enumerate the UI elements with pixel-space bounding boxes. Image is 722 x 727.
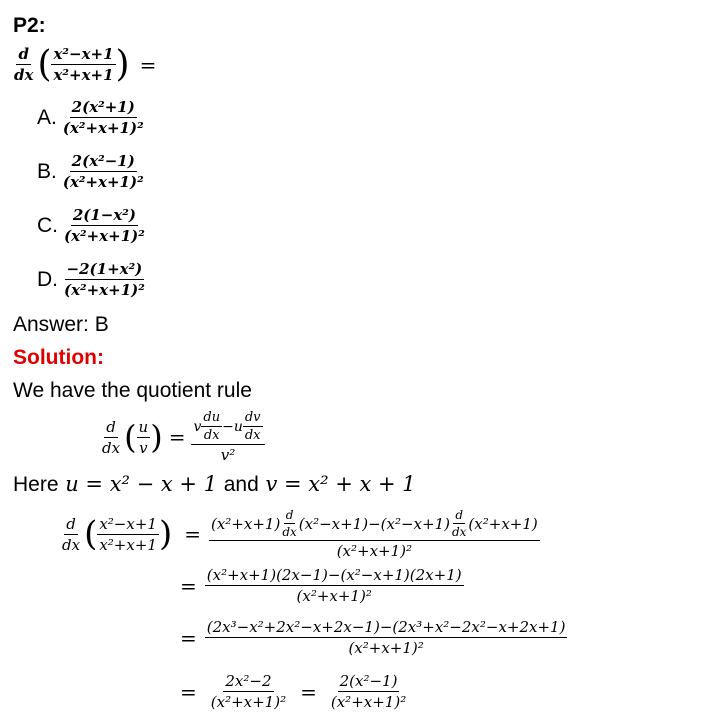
option-c: [37, 206, 147, 245]
quotient-rule: $\frac{d}{dx}$ ( $\frac{u}{v}$ ) = v $\frac{du}{dx}$ − u $\frac{dv}{dx}$ v²: [100, 410, 265, 464]
option-b: [37, 152, 146, 191]
equals-sign: =: [139, 52, 157, 77]
option-letter: A.: [37, 105, 57, 129]
option-letter: C.: [37, 213, 58, 237]
step-1: $\frac{d}{dx}$ ( $\frac{\text{x²−x+1}}{\text{x²+x+1}}$ ) = (x²+x+1) $\frac{d}{dx}$ (x²−x+1)−(x²−x+1) $\frac{d}{dx}$ (x²+x+1) (x²+x+1)²: [62, 508, 538, 560]
question-fraction: $\frac{\text{x²−x+1}}{\text{x²+x+1}}$: [53, 45, 114, 84]
v-definition: v = x² + x + 1: [265, 472, 416, 496]
lhs-derivative-operator: $\frac{d}{dx}$: [62, 514, 81, 554]
step-3-fraction: $\frac{\text{(2x³−x²+2x²−x+2x−1)−(2x³+x²−2x²−x+2x+1)}}{\text{(x²+x+1)²}}$: [206, 618, 566, 657]
step-3: = $\frac{\text{(2x³−x²+2x²−x+2x−1)−(2x³+x²−2x²−x+2x+1)}}{\text{(x²+x+1)²}}$: [180, 618, 566, 657]
step-1-fraction: (x²+x+1) $\frac{d}{dx}$ (x²−x+1)−(x²−x+1) $\frac{d}{dx}$ (x²+x+1) (x²+x+1)²: [210, 508, 538, 560]
derivative-operator: $\frac{d}{dx}$: [14, 45, 34, 84]
left-paren: (: [37, 44, 52, 85]
step-4: = $\frac{\text{2x²−2}}{\text{(x²+x+1)²}}$ = $\frac{\text{2(x²−1)}}{\text{(x²+x+1)²}}$: [180, 672, 407, 711]
option-a: [37, 98, 146, 137]
lhs-fraction: $\frac{\text{x²−x+1}}{\text{x²+x+1}}$: [99, 514, 157, 554]
rule-right-fraction: v $\frac{du}{dx}$ − u $\frac{dv}{dx}$ v²: [191, 410, 264, 464]
option-fraction: $\frac{\text{−2(1+x²)}}{\text{(x²+x+1)²}}$: [64, 260, 145, 299]
option-fraction: $\frac{\text{2(1−x²)}}{\text{(x²+x+1)²}}$: [64, 206, 145, 245]
step-2-fraction: $\frac{\text{(x²+x+1)(2x−1)−(x²−x+1)(2x+1)}}{\text{(x²+x+1)²}}$: [206, 566, 462, 605]
option-letter: D.: [37, 267, 58, 291]
rule-u-over-v: $\frac{u}{v}$: [138, 417, 149, 457]
answer-line: [13, 313, 109, 337]
option-letter: B.: [37, 159, 57, 183]
substitution-line: Here u = x² − x + 1 and v = x² + x + 1: [13, 472, 416, 496]
u-definition: u = x² − x + 1: [65, 472, 218, 496]
answer-value: B: [94, 313, 109, 336]
answer-label: Answer:: [13, 313, 89, 336]
rule-derivative-operator: $\frac{d}{dx}$: [102, 417, 121, 457]
question-expression: [12, 44, 156, 85]
right-paren: ): [115, 44, 130, 85]
solution-heading: Solution:: [13, 346, 104, 369]
step-5-fraction: $\frac{\text{2(x²−1)}}{\text{(x²+x+1)²}}$: [330, 672, 407, 711]
problem-label: P2:: [13, 14, 46, 37]
option-fraction: $\frac{\text{2(x²−1)}}{\text{(x²+x+1)²}}$: [62, 152, 144, 191]
option-fraction: $\frac{\text{2(x²+1)}}{\text{(x²+x+1)²}}$: [62, 98, 144, 137]
step-4-fraction: $\frac{\text{2x²−2}}{\text{(x²+x+1)²}}$: [210, 672, 287, 711]
step-2: = $\frac{\text{(x²+x+1)(2x−1)−(x²−x+1)(2x+1)}}{\text{(x²+x+1)²}}$: [180, 566, 462, 605]
solution-intro: We have the quotient rule: [13, 379, 252, 402]
option-d: [37, 260, 147, 299]
